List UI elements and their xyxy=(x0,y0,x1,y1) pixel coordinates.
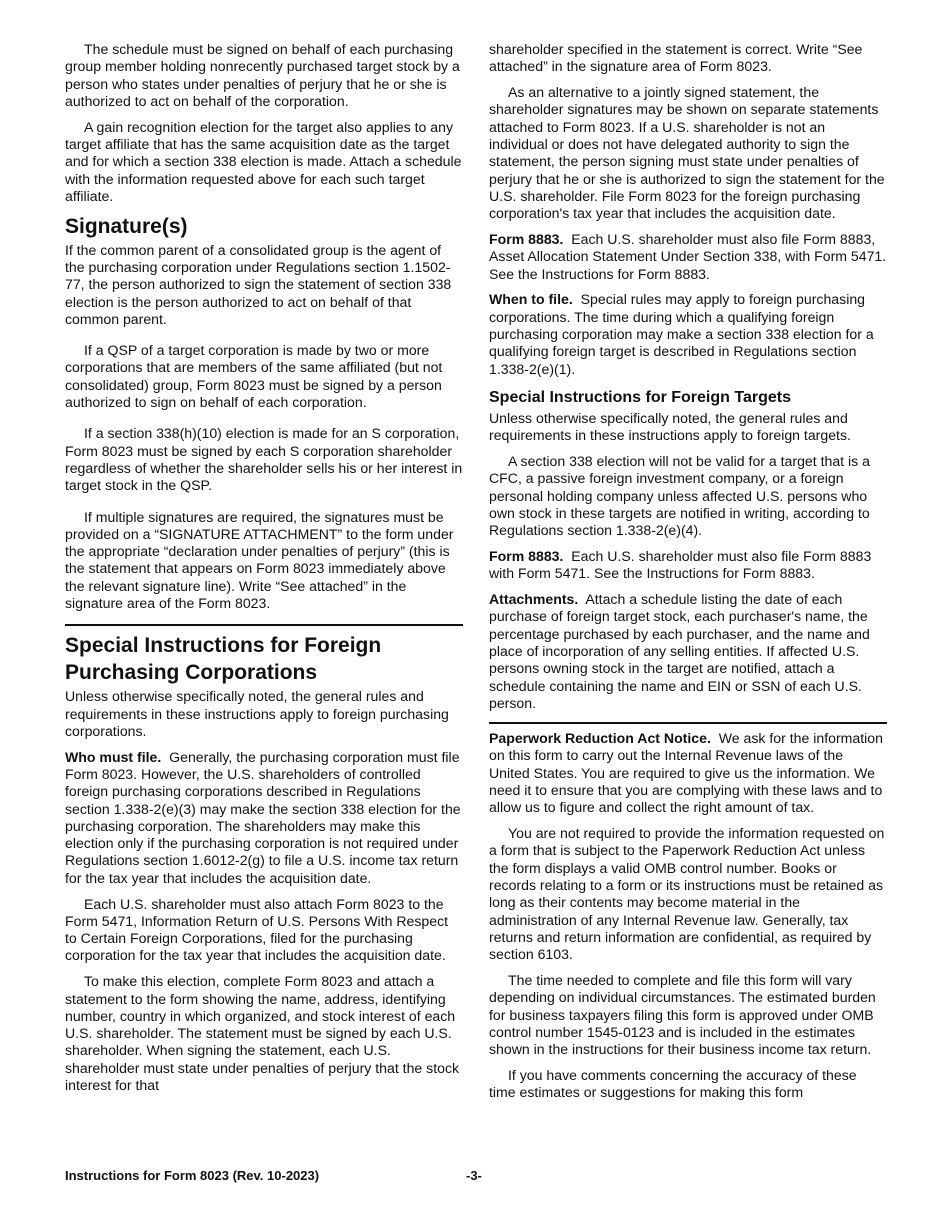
paragraph-paperwork-notice xyxy=(489,730,887,816)
heading-signatures: Signature(s) xyxy=(65,214,188,238)
paragraph: If you have comments concerning the accuracy of these time estimates or suggestions for making this form xyxy=(489,1066,857,1101)
paragraph-form-8883 xyxy=(489,231,887,283)
paragraph: Unless otherwise specifically noted, the general rules and requirements in these instructions apply to foreign targets. xyxy=(489,409,851,444)
paragraph: If multiple signatures are required, the signatures must be provided on a “SIGNATURE ATTACHMENT” to the form under the appropriate “declaration under penalties of perjury” (this is the statement that appears on Form 8023 immediately above the relevant signature line). Write “See attached” in the signature area of the Form 8023. xyxy=(65,508,454,612)
paragraph-text: Special rules may apply to foreign purchasing corporations. The time during which a qualifying foreign purchasing corporation may make a section 338 election for a qualifying foreign target is described in Regulations section 1.338-2(e)(1). xyxy=(489,291,874,377)
paragraph: Each U.S. shareholder must also attach Form 8023 to the Form 5471, Information Return of U.S. Persons With Respect to Certain Foreign Corporations, filed for the purchasing corporation for the tax year that includes the acquisition date. xyxy=(65,895,449,964)
heading-foreign-purchasing-corporations: Special Instructions for Foreign Purchasing Corporations xyxy=(65,624,463,686)
page-number: -3- xyxy=(466,1168,482,1183)
run-in-heading: Form 8883. xyxy=(489,547,564,564)
paragraph: A section 338 election will not be valid for a target that is a CFC, a passive foreign investment company, or a foreign personal holding company unless affected U.S. persons who own stock in these targets are notified in writing, according to Regulations section 1.338-2(e)(4). xyxy=(489,452,870,539)
run-in-heading: Attachments. xyxy=(489,591,579,608)
paragraph: If the common parent of a consolidated group is the agent of the purchasing corporation under Regulations section 1.1502-77, the person authorized to sign the statement of section 338 election is the person authorized to act on behalf of that common parent. xyxy=(65,241,452,327)
paragraph: A gain recognition election for the target also applies to any target affiliate that has the same acquisition date as the target and for which a section 338 election is made. Attach a schedule with the information requested above for each such target affiliate. xyxy=(65,118,462,204)
paragraph-who-must-file xyxy=(65,749,463,887)
run-in-heading: Who must file. xyxy=(65,748,162,765)
paragraph-text: Each U.S. shareholder must also file Form 8883, Asset Allocation Statement Under Section 338, with Form 5471. See the Instructions for Form 8883. xyxy=(489,230,887,282)
run-in-heading: When to file. xyxy=(489,291,573,308)
paragraph: The time needed to complete and file this form will vary depending on individual circumstances. The estimated burden for business taxpayers filing this form is approved under OMB control number 1545-0123 and is included in the estimates shown in the instructions for their business income tax return. xyxy=(489,971,876,1058)
paragraph: The schedule must be signed on behalf of each purchasing group member holding nonrecently purchased target stock by a person who states under penalties of perjury that he or she is authorized to act on behalf of the corporation. xyxy=(65,41,460,109)
paragraph: You are not required to provide the information requested on a form that is subject to the Paperwork Reduction Act unless the form displays a valid OMB control number. Books or records relating to a form or its instructions must be retained as long as their contents may become material in the administration of any Internal Revenue law. Generally, tax returns and return information are confidential, as required by section 6103. xyxy=(489,825,885,963)
paragraph-form-8883-targets xyxy=(489,548,887,583)
paragraph: Unless otherwise specifically noted, the general rules and requirements in these instructions apply to foreign purchasing corporations. xyxy=(65,688,449,739)
paragraph: If a QSP of a target corporation is made by two or more corporations that are members of the same affiliated (but not consolidated) group, Form 8023 must be signed by a person authorized to sign on behalf of each corporation. xyxy=(65,342,443,411)
heading-foreign-targets: Special Instructions for Foreign Targets xyxy=(489,388,791,406)
paragraph-text: Generally, the purchasing corporation must file Form 8023. However, the U.S. shareholders of controlled foreign purchasing corporations described in Regulations section 1.338-2(e)(3) may make the section 338 election for the purchasing corporation. The shareholders may make this election only if the purchasing corporation is not required under Regulations section 1.6012-2(g) to file a U.S. income tax return for the tax year that includes the acquisition date. xyxy=(65,748,461,886)
paragraph-attachments xyxy=(489,591,887,712)
left-column xyxy=(65,41,463,1103)
run-in-heading: Paperwork Reduction Act Notice. xyxy=(489,730,711,747)
paragraph: To make this election, complete Form 8023 and attach a statement to the form showing the name, address, identifying number, country in which organized, and stock interest of each U.S. shareholder. The statement must be signed by each U.S. shareholder. When signing the statement, each U.S. shareholder must state under penalties of perjury that the stock interest for that xyxy=(65,973,460,1094)
paragraph: As an alternative to a jointly signed statement, the shareholder signatures may be shown on separate statements attached to Form 8023. If a U.S. shareholder is not an individual or does not have delegated authority to sign the statement, the person signing must state under penalties of perjury that he or she is authorized to sign the statement for the U.S. shareholder. File Form 8023 for the foreign purchasing corporation's tax year that includes the acquisition date. xyxy=(489,84,885,222)
right-column xyxy=(489,41,887,1110)
paragraph-text: Attach a schedule listing the date of each purchase of foreign target stock, each purchaser's name, the percentage purchased by each purchaser, and the name and place of incorporation of any selling entities. If affected U.S. persons owning stock in the target are notified, attach a schedule containing the name and EIN or SSN of each U.S. person. xyxy=(489,591,870,711)
paragraph-text: Each U.S. shareholder must also file Form 8883 with Form 5471. See the Instructions for Form 8883. xyxy=(489,547,872,582)
footer-title: Instructions for Form 8023 (Rev. 10-2023) xyxy=(65,1168,320,1183)
paragraph-when-to-file xyxy=(489,291,887,377)
run-in-heading: Form 8883. xyxy=(489,230,564,247)
paragraph-text: We ask for the information on this form to carry out the Internal Revenue laws of the United States. You are required to give us the information. We need it to ensure that you are complying with these laws and to allow us to figure and collect the right amount of tax. xyxy=(489,730,883,816)
paragraph: shareholder specified in the statement is correct. Write “See attached” in the signature area of Form 8023. xyxy=(489,41,863,75)
paragraph: If a section 338(h)(10) election is made for an S corporation, Form 8023 must be signed by each S corporation shareholder regardless of whether the shareholder sells his or her interest in target stock in the QSP. xyxy=(65,425,463,494)
section-divider xyxy=(489,722,887,724)
